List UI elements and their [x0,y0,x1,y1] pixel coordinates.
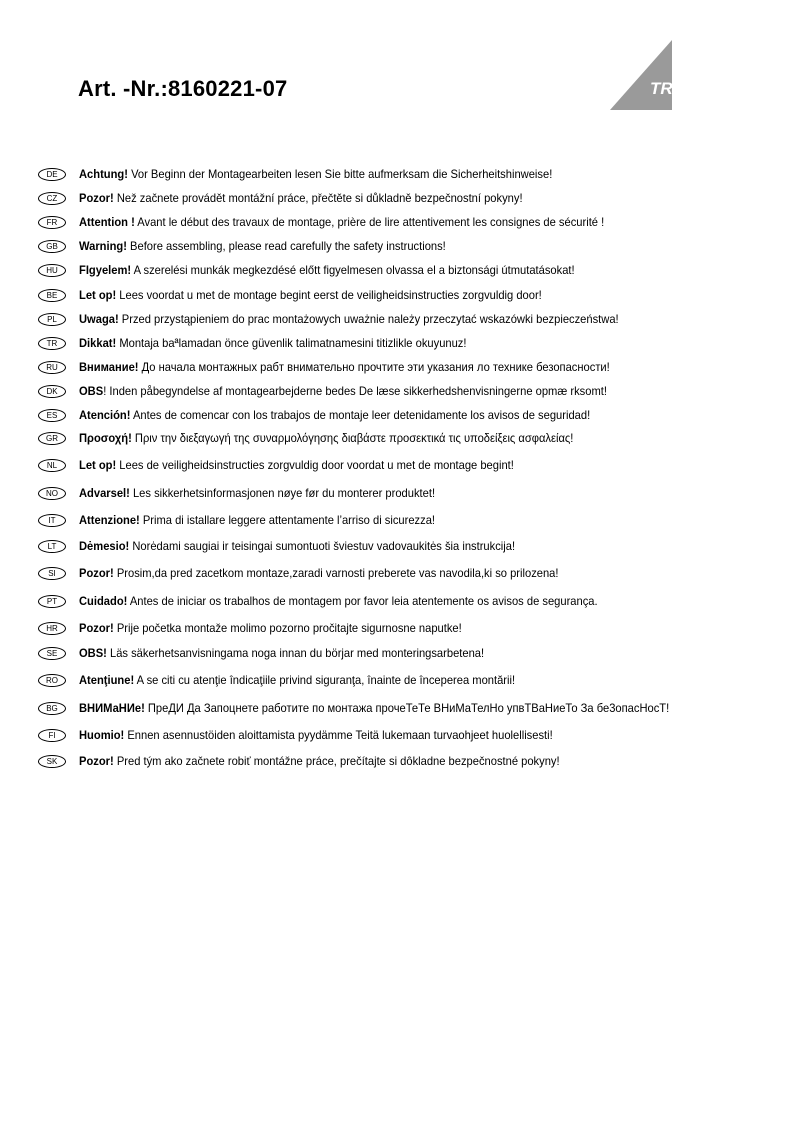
notice-text [79,485,435,501]
country-code-badge: SE [38,647,66,660]
country-code-badge: NL [38,459,66,472]
notice-text [79,753,560,769]
notice-row-lt [0,538,802,558]
notice-body: Antes de comencar con los trabajos de montaje leer detenidamente los avisos de seguridad! [130,408,591,422]
notice-body: Antes de iniciar os trabalhos de montagem por favor leia atentemente os avisos de segurança. [127,594,598,608]
notice-body: Montaja baªlamadan önce güvenlik talimatnamesini titizlikle okuyunuz! [116,336,467,350]
notice-text [79,593,598,609]
country-code-badge: NO [38,487,66,500]
notice-lead: FIgyelem! [79,263,132,277]
notice-text [79,335,466,351]
notice-lead: Achtung! [79,167,128,181]
notice-row-ru [0,359,802,379]
country-code-badge: LT [38,540,66,553]
notice-lead: Внимание! [79,360,139,374]
notice-row-it [0,512,802,532]
notice-text [79,383,607,399]
notice-row-nl [0,457,802,477]
notice-lead: Warning! [79,239,127,253]
notice-row-ro [0,672,802,692]
notice-lead: Huomio! [79,728,125,742]
notice-row-de [0,166,802,186]
country-code-badge: RO [38,674,66,687]
notice-body: Ennen asennustöiden aloittamista pyydämme Teitä lukemaan turvaohjeet huolellisesti! [124,728,553,742]
notice-body: Przed przystąpieniem do prac montażowych uważnie należy przeczytać wskazówki bezpieczeństwa! [118,312,619,326]
notice-body: Prije početka montaže molimo pozorno pročitajte sigurnosne naputke! [113,621,462,635]
notice-row-gb [0,238,802,258]
notice-body: Než začnete provádět montážní práce, přečtěte si důkladně bezpečnostní pokyny! [113,191,523,205]
notice-lead: OBS [79,384,104,398]
notice-text [79,457,514,473]
notice-row-se [0,645,802,665]
notice-lead: Atención! [79,408,131,422]
country-code-badge: HU [38,264,66,277]
notice-body: До начала монтажных рабт внимательно прочтите эти указания ло технике безопасности! [138,360,610,374]
notice-body: Les sikkerhetsinformasjonen nøye før du monterer produktet! [129,486,436,500]
notice-text [79,262,575,278]
notice-row-si [0,565,802,585]
logo-text: TRIO [650,79,691,98]
country-code-badge: PL [38,313,66,326]
country-code-badge: ES [38,409,66,422]
notice-text [79,311,619,327]
country-code-badge: FR [38,216,66,229]
notice-row-pt [0,593,802,613]
notice-text [79,287,542,303]
notice-text [79,620,462,636]
country-code-badge: BG [38,702,66,715]
notice-body: Lees de veiligheidsinstructies zorgvuldig door voordat u met de montage begint! [116,458,514,472]
trio-logo [610,40,700,110]
notice-text [79,565,559,581]
notice-text [79,166,552,182]
notice-lead: OBS! [79,646,107,660]
notice-body: Avant le début des travaux de montage, prière de lire attentivement les consignes de sécurité ! [134,215,605,229]
notice-text [79,430,573,446]
notice-body: Pred tým ako začnete robiť montážne práce, prečítajte si dôkladne bezpečnostné pokyny! [113,754,560,768]
notice-body: ! Inden påbegyndelse af montagearbejderne bedes De læse sikkerhedshenvisningerne opmæ rksomt! [103,384,607,398]
notice-row-be [0,287,802,307]
notice-text [79,190,523,206]
notice-lead: Attenzione! [79,513,140,527]
country-code-badge: RU [38,361,66,374]
notice-lead: Pozor! [79,566,114,580]
notice-body: A se citi cu atenţie îndicaţiile privind siguranţa, înainte de începerea montării! [134,673,516,687]
notice-body: A szerelési munkák megkezdésé előtt figyelmesen olvassa el a biztonsági útmutatásokat! [131,263,575,277]
notice-lead: ВНИМаНИе! [79,701,145,715]
notice-lead: Pozor! [79,754,114,768]
article-number: Art. -Nr.:8160221-07 [78,76,288,101]
notice-text [79,359,610,375]
notice-body: Läs säkerhetsanvisningama noga innan du börjar med monteringsarbetena! [106,646,485,660]
notice-body: Lees voordat u met de montage begint eerst de veiligheidsinstructies zorgvuldig door! [116,288,542,302]
notice-text [79,538,515,554]
country-code-badge: FI [38,729,66,742]
notice-body: Before assembling, please read carefully the safety instructions! [126,239,446,253]
notice-lead: Pozor! [79,191,114,205]
notice-row-cz [0,190,802,210]
notice-lead: Atenţiune! [79,673,135,687]
notice-lead: Pozor! [79,621,114,635]
notice-row-tr [0,335,802,355]
logo-triangle [610,40,672,110]
country-code-badge: DE [38,168,66,181]
notice-lead: Dėmesio! [79,539,130,553]
notice-body: Prosim,da pred zacetkom montaze,zaradi varnosti preberete vas navodila,ki so prilozena! [113,566,559,580]
notice-row-sk [0,753,802,773]
notice-text [79,512,435,528]
notice-lead: Attention ! [79,215,135,229]
notice-text [79,214,604,230]
country-code-badge: SK [38,755,66,768]
country-code-badge: TR [38,337,66,350]
country-code-badge: PT [38,595,66,608]
notice-text [79,727,553,743]
notice-row-hr [0,620,802,640]
notice-body: Prima di istallare leggere attentamente l’arriso di sicurezza! [139,513,436,527]
notice-body: Vor Beginn der Montagearbeiten lesen Sie bitte aufmerksam die Sicherheitshinweise! [127,167,553,181]
country-code-badge: DK [38,385,66,398]
notice-lead: Cuidado! [79,594,128,608]
country-code-badge: BE [38,289,66,302]
notice-text [79,238,446,254]
notice-row-es [0,407,802,427]
notice-lead: Let op! [79,288,117,302]
notice-row-gr [0,430,802,450]
notice-lead: Advarsel! [79,486,130,500]
notice-row-hu [0,262,802,282]
notice-lead: Dikkat! [79,336,117,350]
notice-body: Πριν την διεξαγωγή της συναρμολόγησης διαβάστε προσεκτικά τις υποδείξεις ασφαλείας! [131,431,574,445]
notice-lead: Προσοχή! [79,431,132,445]
country-code-badge: SI [38,567,66,580]
notice-text [79,407,590,423]
notice-lead: Uwaga! [79,312,119,326]
notice-text [79,700,669,716]
notice-text [79,645,484,661]
notice-row-pl [0,311,802,331]
notice-row-fi [0,727,802,747]
notice-body: Norėdami saugiai ir teisingai sumontuoti šviestuv vadovaukitės šia instrukcija! [129,539,516,553]
country-code-badge: IT [38,514,66,527]
notice-text [79,672,515,688]
notice-row-no [0,485,802,505]
notice-row-bg [0,700,802,720]
notice-row-fr [0,214,802,234]
notice-body: ПреДИ Да Запоцнете работите по монтажа прочеТеТе ВНиМаТелНо упвТВаНиеТо За бе3опасНосТ! [144,701,670,715]
country-code-badge: GR [38,432,66,445]
country-code-badge: GB [38,240,66,253]
notice-lead: Let op! [79,458,117,472]
country-code-badge: CZ [38,192,66,205]
country-code-badge: HR [38,622,66,635]
notice-row-dk [0,383,802,403]
